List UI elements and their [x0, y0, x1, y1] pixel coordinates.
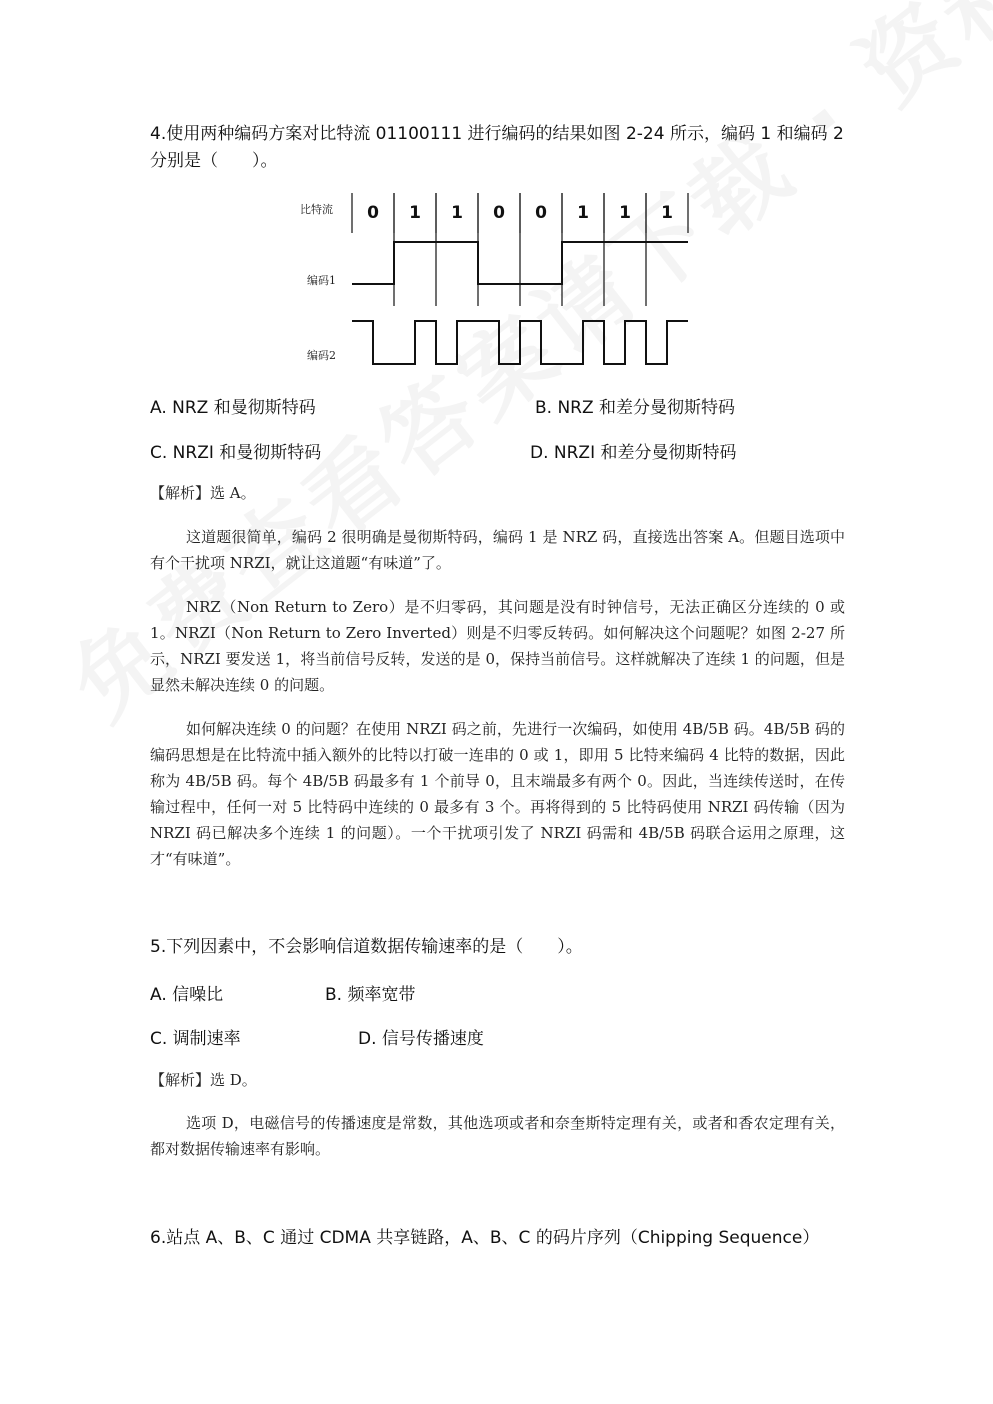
- bit-dividers: [352, 193, 688, 306]
- q4-answer: 【解析】选 A。: [150, 484, 256, 502]
- q4-explanation-1: 这道题很简单，编码 2 很明确是曼彻斯特码，编码 1 是 NRZ 码，直接选出答案 A。但题目选项中有个干扰项 NRZI，就让这道题“有味道”了。: [150, 528, 845, 572]
- question-5: 5.下列因素中，不会影响信道数据传输速率的是（ ）。: [150, 937, 583, 957]
- bit-value: 0: [493, 203, 505, 223]
- q5-option-a[interactable]: A. 信噪比: [150, 985, 224, 1005]
- question-4: 4.使用两种编码方案对比特流 01100111 进行编码的结果如图 2-24 所示，编码 1 和编码 2 分别是（ ）。: [150, 124, 844, 171]
- q5-option-d[interactable]: D. 信号传播速度: [358, 1029, 484, 1049]
- q4-option-c[interactable]: C. NRZI 和曼彻斯特码: [150, 443, 322, 463]
- question-6: 6.站点 A、B、C 通过 CDMA 共享链路，A、B、C 的码片序列（Chipping Sequence）: [150, 1228, 820, 1248]
- row-label-encoding2: 编码2: [307, 349, 336, 362]
- q4-explanation-3: 如何解决连续 0 的问题？在使用 NRZI 码之前，先进行一次编码，如使用 4B/5B 码。4B/5B 码的编码思想是在比特流中插入额外的比特以打破一连串的 0 或 1，即用 5 比特来编码 4 比特的数据，因此称为 4B/5B 码。每个 4B/5B 码最多有 1 个前导 0，且末端最多有两个 0。因此，当连续传送时，在传输过程中，任何一对 5 比特码中连续的 0 最多有 3 个。再将得到的 5 比特码使用 NRZI 码传输（因为 NRZI 码已解决多个连续 1 的问题）。一个干扰项引发了 NRZI 码需和 4B/5B 码联合运用之原理，这才“有味道”。: [150, 720, 846, 868]
- bit-value: 1: [619, 203, 631, 223]
- row-label-encoding1: 编码1: [307, 274, 336, 287]
- bit-value: 1: [577, 203, 589, 223]
- q5-option-c[interactable]: C. 调制速率: [150, 1029, 241, 1049]
- q4-option-b[interactable]: B. NRZ 和差分曼彻斯特码: [535, 398, 736, 418]
- q5-answer: 【解析】选 D。: [150, 1071, 257, 1089]
- q4-option-a[interactable]: A. NRZ 和曼彻斯特码: [150, 398, 316, 418]
- encoding2-waveform: [352, 321, 688, 364]
- row-label-bitstream: 比特流: [300, 203, 333, 216]
- bit-value: 1: [409, 203, 421, 223]
- bit-value: 1: [661, 203, 673, 223]
- bit-value: 0: [535, 203, 547, 223]
- q5-explanation: 选项 D，电磁信号的传播速度是常数，其他选项或者和奈奎斯特定理有关，或者和香农定理有关，都对数据传输速率有影响。: [150, 1114, 845, 1158]
- bit-value: 1: [451, 203, 463, 223]
- q4-option-d[interactable]: D. NRZI 和差分曼彻斯特码: [530, 443, 737, 463]
- bit-value: 0: [367, 203, 379, 223]
- q4-explanation-2: NRZ（Non Return to Zero）是不归零码，其问题是没有时钟信号，无法正确区分连续的 0 或 1。NRZI（Non Return to Zero Inverted）则是不归零反转码。如何解决这个问题呢？如图 2-27 所示，NRZI 要发送 1，将当前信号反转，发送的是 0，保持当前信号。这样就解决了连续 1 的问题，但是显然未解决连续 0 的问题。: [150, 598, 845, 694]
- encoding-figure: [295, 188, 695, 378]
- q5-option-b[interactable]: B. 频率宽带: [325, 985, 416, 1005]
